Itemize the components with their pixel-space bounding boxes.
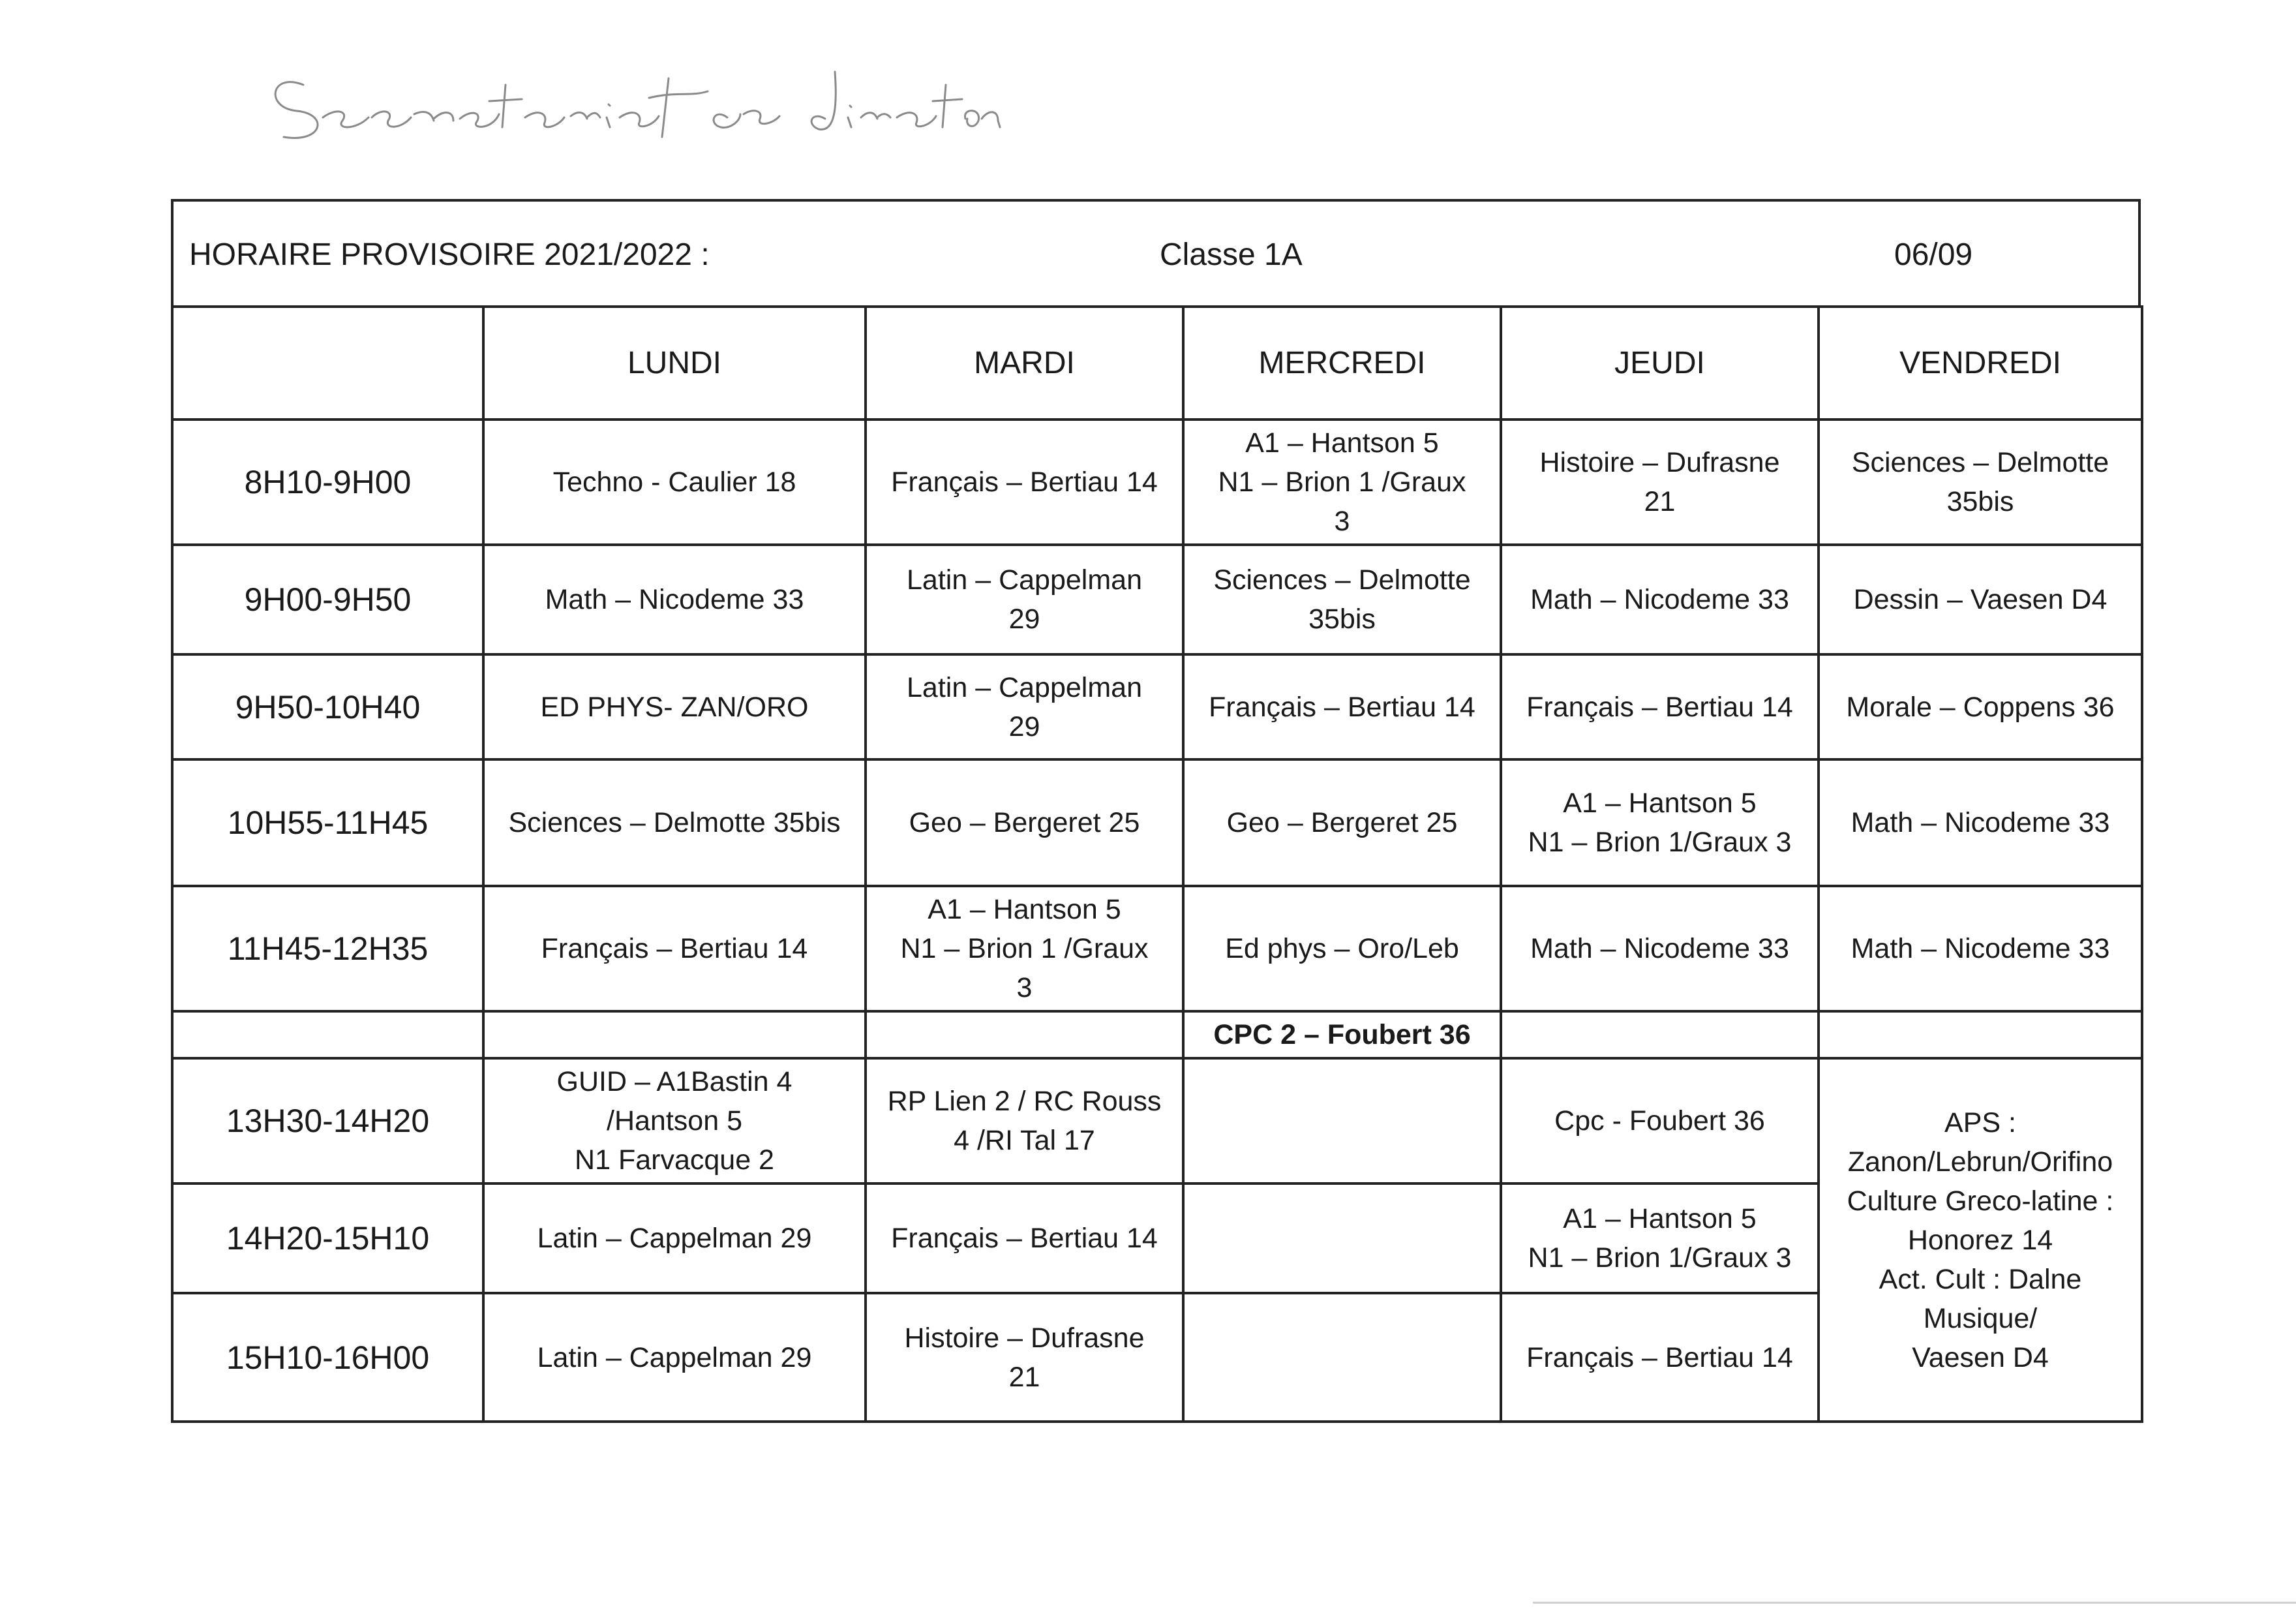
schedule-title-row xyxy=(171,199,2141,305)
course-cell: Sciences – Delmotte 35bis xyxy=(1819,420,2142,545)
day-header: MARDI xyxy=(866,307,1183,420)
table-row xyxy=(172,545,2142,654)
vendredi-afternoon-cell: APS : Zanon/Lebrun/Orifino Culture Greco-latine : Honorez 14 Act. Cult : Dalne Musique/ Vaesen D4 xyxy=(1819,1058,2142,1422)
table-row xyxy=(172,420,2142,545)
time-slot: 11H45-12H35 xyxy=(172,886,483,1011)
time-slot xyxy=(172,1011,483,1058)
schedule-title: HORAIRE PROVISOIRE 2021/2022 : xyxy=(189,237,710,272)
course-cell: Français – Bertiau 14 xyxy=(1183,654,1501,759)
time-slot: 8H10-9H00 xyxy=(172,420,483,545)
course-cell: RP Lien 2 / RC Rouss 4 /RI Tal 17 xyxy=(866,1058,1183,1183)
course-cell: Cpc - Foubert 36 xyxy=(1501,1058,1819,1183)
course-cell: A1 – Hantson 5 N1 – Brion 1/Graux 3 xyxy=(1501,1183,1819,1293)
course-cell: Latin – Cappelman 29 xyxy=(483,1293,866,1422)
course-cell: Français – Bertiau 14 xyxy=(866,420,1183,545)
day-header: LUNDI xyxy=(483,307,866,420)
course-cell xyxy=(866,1011,1183,1058)
course-cell: Geo – Bergeret 25 xyxy=(1183,759,1501,886)
course-cell: Dessin – Vaesen D4 xyxy=(1819,545,2142,654)
time-slot: 14H20-15H10 xyxy=(172,1183,483,1293)
course-cell: Sciences – Delmotte 35bis xyxy=(1183,545,1501,654)
table-row xyxy=(172,886,2142,1011)
course-cell: Sciences – Delmotte 35bis xyxy=(483,759,866,886)
handwritten-annotation xyxy=(258,46,1008,157)
course-cell xyxy=(1183,1058,1501,1183)
course-cell: Français – Bertiau 14 xyxy=(1501,654,1819,759)
course-cell: Math – Nicodeme 33 xyxy=(1501,545,1819,654)
course-cell: CPC 2 – Foubert 36 xyxy=(1183,1011,1501,1058)
course-cell: Latin – Cappelman 29 xyxy=(483,1183,866,1293)
course-cell: Ed phys – Oro/Leb xyxy=(1183,886,1501,1011)
course-cell: A1 – Hantson 5 N1 – Brion 1/Graux 3 xyxy=(1501,759,1819,886)
class-label: Classe 1A xyxy=(1160,237,1303,272)
course-cell: Histoire – Dufrasne 21 xyxy=(866,1293,1183,1422)
time-slot: 10H55-11H45 xyxy=(172,759,483,886)
course-cell: Histoire – Dufrasne 21 xyxy=(1501,420,1819,545)
course-cell: Morale – Coppens 36 xyxy=(1819,654,2142,759)
course-cell: ED PHYS- ZAN/ORO xyxy=(483,654,866,759)
course-cell xyxy=(1819,1011,2142,1058)
course-cell: Math – Nicodeme 33 xyxy=(483,545,866,654)
scan-artifact-line xyxy=(1533,1602,2296,1604)
course-cell: Français – Bertiau 14 xyxy=(866,1183,1183,1293)
course-cell: A1 – Hantson 5 N1 – Brion 1 /Graux 3 xyxy=(866,886,1183,1011)
course-cell: Français – Bertiau 14 xyxy=(483,886,866,1011)
course-cell: Latin – Cappelman 29 xyxy=(866,545,1183,654)
table-row xyxy=(172,759,2142,886)
corner-cell xyxy=(172,307,483,420)
days-header-row xyxy=(172,307,2142,420)
handwriting-signature xyxy=(258,46,1008,157)
lunch-row xyxy=(172,1011,2142,1058)
course-cell: Français – Bertiau 14 xyxy=(1501,1293,1819,1422)
course-cell: Math – Nicodeme 33 xyxy=(1819,759,2142,886)
schedule-frame xyxy=(171,199,2141,1403)
course-cell: Math – Nicodeme 33 xyxy=(1819,886,2142,1011)
course-cell: Techno - Caulier 18 xyxy=(483,420,866,545)
course-cell xyxy=(1501,1011,1819,1058)
table-row xyxy=(172,1058,2142,1183)
course-cell xyxy=(1183,1293,1501,1422)
course-cell xyxy=(483,1011,866,1058)
time-slot: 9H50-10H40 xyxy=(172,654,483,759)
day-header: VENDREDI xyxy=(1819,307,2142,420)
course-cell: GUID – A1Bastin 4 /Hantson 5 N1 Farvacque 2 xyxy=(483,1058,866,1183)
course-cell: Math – Nicodeme 33 xyxy=(1501,886,1819,1011)
course-cell xyxy=(1183,1183,1501,1293)
day-header: MERCREDI xyxy=(1183,307,1501,420)
time-slot: 15H10-16H00 xyxy=(172,1293,483,1422)
schedule-date: 06/09 xyxy=(1894,237,1973,272)
course-cell: Geo – Bergeret 25 xyxy=(866,759,1183,886)
table-row xyxy=(172,654,2142,759)
course-cell: A1 – Hantson 5 N1 – Brion 1 /Graux 3 xyxy=(1183,420,1501,545)
course-cell: Latin – Cappelman 29 xyxy=(866,654,1183,759)
time-slot: 13H30-14H20 xyxy=(172,1058,483,1183)
timetable xyxy=(171,305,2143,1423)
time-slot: 9H00-9H50 xyxy=(172,545,483,654)
day-header: JEUDI xyxy=(1501,307,1819,420)
